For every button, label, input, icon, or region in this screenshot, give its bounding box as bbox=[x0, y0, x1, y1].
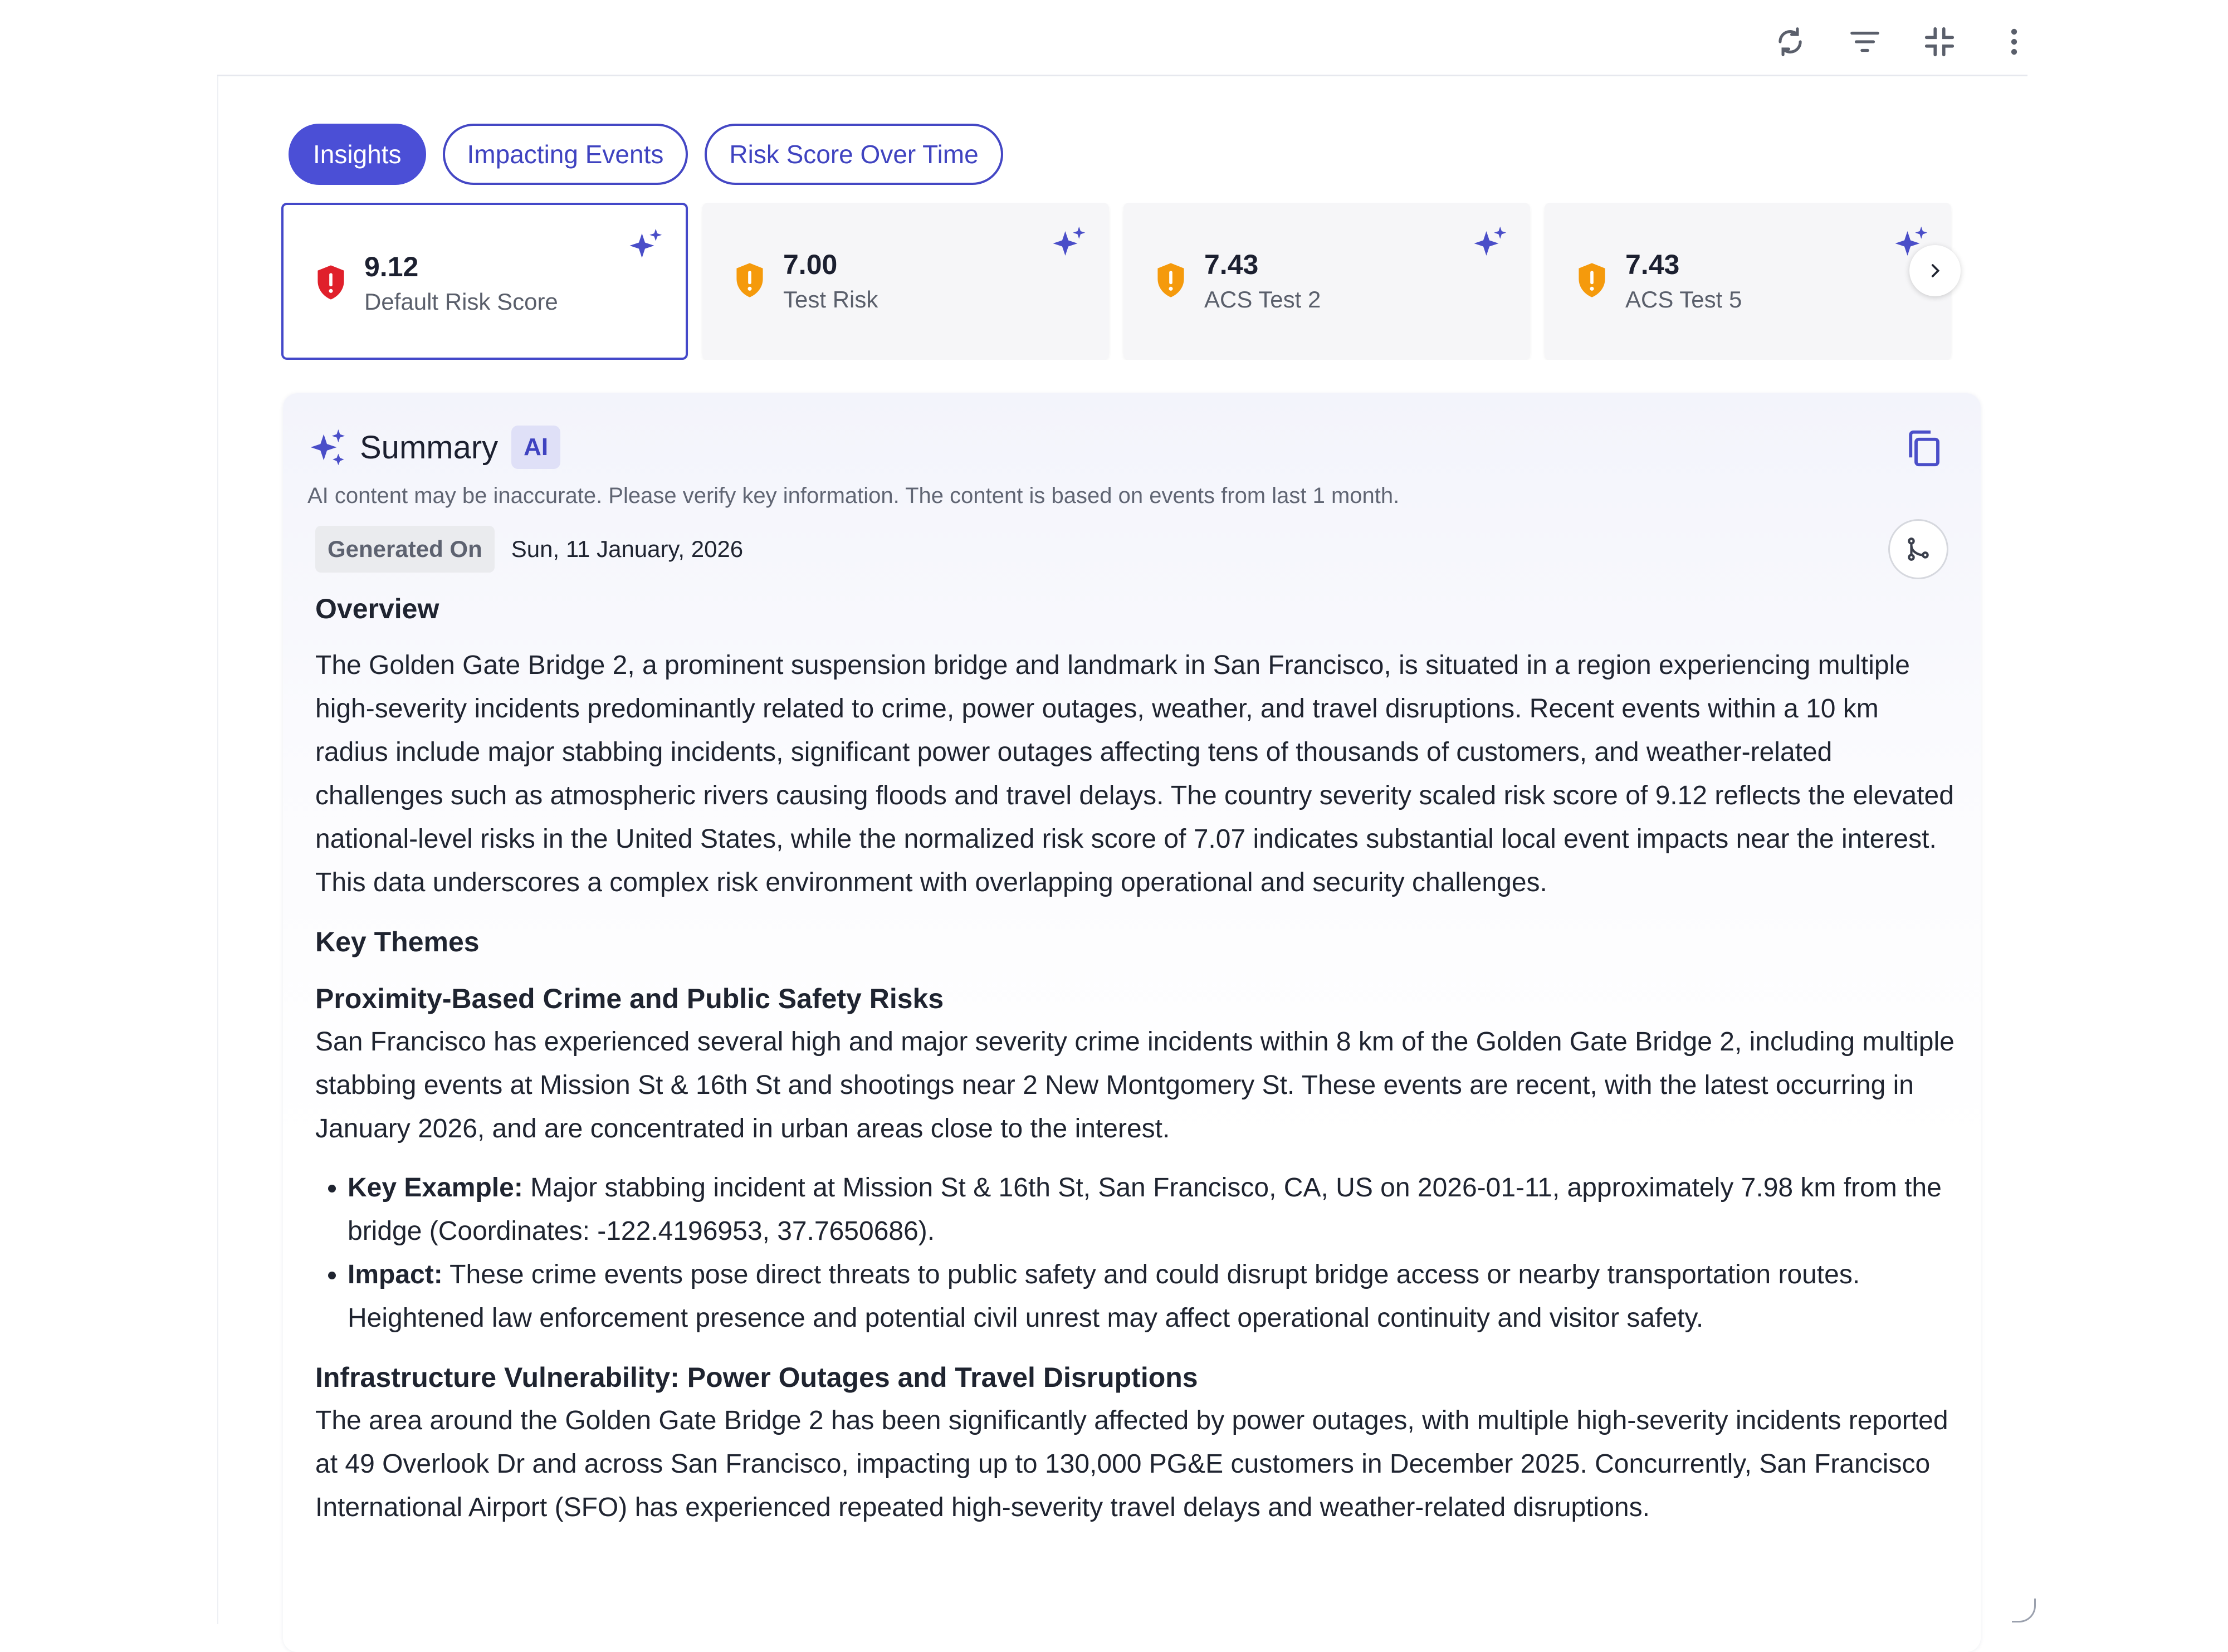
shield-alert-icon bbox=[1155, 262, 1187, 299]
tab-insights[interactable]: Insights bbox=[289, 124, 426, 185]
summary-panel bbox=[283, 393, 1981, 1652]
overview-heading: Overview bbox=[315, 593, 439, 624]
cards-next-button[interactable] bbox=[1909, 245, 1961, 296]
risk-card-label: ACS Test 2 bbox=[1204, 286, 1321, 312]
risk-card-test-risk[interactable] bbox=[702, 203, 1109, 360]
top-divider bbox=[217, 75, 2027, 76]
refresh-icon bbox=[1773, 25, 1807, 59]
copy-icon bbox=[1902, 427, 1945, 470]
risk-card-default[interactable] bbox=[281, 203, 688, 360]
theme-heading: Infrastructure Vulnerability: Power Outages and Travel Disruptions bbox=[315, 1362, 1198, 1393]
risk-card-label: Default Risk Score bbox=[364, 289, 558, 315]
tab-bar bbox=[289, 124, 1003, 185]
risk-card-acs-test-2[interactable] bbox=[1123, 203, 1530, 360]
generated-on-row bbox=[315, 526, 743, 573]
summary-title: Summary bbox=[360, 429, 499, 466]
theme-text: San Francisco has experienced several high and major severity crime incidents within 8 km of the Golden Gate Bridge 2, including multiple stabbing events at Mission St & 16th St and shootings near 2 New Montgomery St. These events are recent, with the latest occurring in January 2026, and are concentrated in urban areas close to the interest. bbox=[315, 1027, 1955, 1143]
collapse-button[interactable] bbox=[1918, 20, 1961, 63]
risk-card-value: 7.00 bbox=[783, 249, 838, 280]
chevron-right-icon bbox=[1926, 261, 1944, 280]
sparkle-icon bbox=[1471, 225, 1508, 262]
toolbar bbox=[1768, 20, 2036, 63]
filter-button[interactable] bbox=[1843, 20, 1887, 63]
sparkle-icon bbox=[1050, 225, 1087, 262]
ai-badge: AI bbox=[511, 426, 560, 469]
collapse-icon bbox=[1922, 25, 1957, 59]
risk-card-value: 7.43 bbox=[1625, 249, 1680, 280]
risk-card-value: 9.12 bbox=[364, 251, 419, 282]
risk-card-label: Test Risk bbox=[783, 286, 878, 312]
generated-date: Sun, 11 January, 2026 bbox=[511, 536, 744, 562]
list-item bbox=[348, 1166, 1958, 1253]
bullet-text: These crime events pose direct threats to public safety and could disrupt bridge access or nearby transportation routes. Heightened law enforcement presence and potential civil unrest may affect operational continuity and visitor safety. bbox=[348, 1260, 1860, 1333]
ai-disclaimer: AI content may be inaccurate. Please verify key information. The content is based on events from last 1 month. bbox=[307, 483, 1400, 508]
theme-text: The area around the Golden Gate Bridge 2 has been significantly affected by power outages, with multiple high-severity incidents reported at 49 Overlook Dr and across San Francisco, impacting up to 130,000 PG&E customers in December 2025. Concurrently, San Francisco International Airport (SFO) has experienced repeated high-severity travel delays and weather-related disruptions. bbox=[315, 1406, 1948, 1522]
more-options-button[interactable] bbox=[1992, 20, 2036, 63]
shield-alert-icon bbox=[734, 262, 766, 299]
key-themes-heading: Key Themes bbox=[315, 926, 480, 957]
more-vertical-icon bbox=[1997, 25, 2031, 59]
resize-handle[interactable] bbox=[2012, 1599, 2036, 1622]
sparkle-icon bbox=[627, 227, 663, 264]
summary-header bbox=[307, 426, 560, 469]
summary-content bbox=[315, 587, 1958, 1545]
risk-card-value: 7.43 bbox=[1204, 249, 1259, 280]
theme-heading: Proximity-Based Crime and Public Safety Risks bbox=[315, 983, 944, 1014]
refresh-button[interactable] bbox=[1768, 20, 1812, 63]
panel-border bbox=[217, 76, 218, 1624]
bullet-label: Impact: bbox=[348, 1260, 443, 1289]
risk-card-label: ACS Test 5 bbox=[1625, 286, 1742, 312]
shield-alert-icon bbox=[1576, 262, 1608, 299]
shield-alert-icon bbox=[315, 264, 347, 301]
branch-icon bbox=[1904, 535, 1932, 563]
bullet-label: Key Example: bbox=[348, 1173, 523, 1203]
filter-icon bbox=[1848, 25, 1882, 59]
list-item bbox=[348, 1253, 1958, 1340]
overview-text: The Golden Gate Bridge 2, a prominent suspension bridge and landmark in San Francisco, is situated in a region experiencing multiple high-severity incidents predominantly related to crime, power outages, weather, and travel disruptions. Recent events within a 10 km radius include major stabbing incidents, significant power outages affecting tens of thousands of customers, and weather-related challenges such as atmospheric rivers causing floods and travel delays. The country severity scaled risk score of 9.12 reflects the elevated national-level risks in the United States, while the normalized risk score of 7.07 indicates substantial local event impacts near the interest. This data underscores a complex risk environment with overlapping operational and security challenges. bbox=[315, 651, 1954, 897]
tab-risk-score-over-time[interactable]: Risk Score Over Time bbox=[705, 124, 1003, 185]
copy-button[interactable] bbox=[1902, 427, 1945, 470]
theme-bullets bbox=[315, 1166, 1958, 1340]
bullet-text: Major stabbing incident at Mission St & 16th St, San Francisco, CA, US on 2026-01-11, approximately 7.98 km from the bridge (Coordinates: -122.4196953, 37.7650686). bbox=[348, 1173, 1942, 1246]
risk-score-cards bbox=[281, 203, 1958, 360]
branch-button[interactable] bbox=[1888, 519, 1948, 579]
generated-on-label: Generated On bbox=[315, 526, 495, 573]
tab-impacting-events[interactable]: Impacting Events bbox=[443, 124, 688, 185]
sparkle-icon bbox=[307, 428, 346, 467]
risk-card-acs-test-5[interactable] bbox=[1545, 203, 1951, 360]
